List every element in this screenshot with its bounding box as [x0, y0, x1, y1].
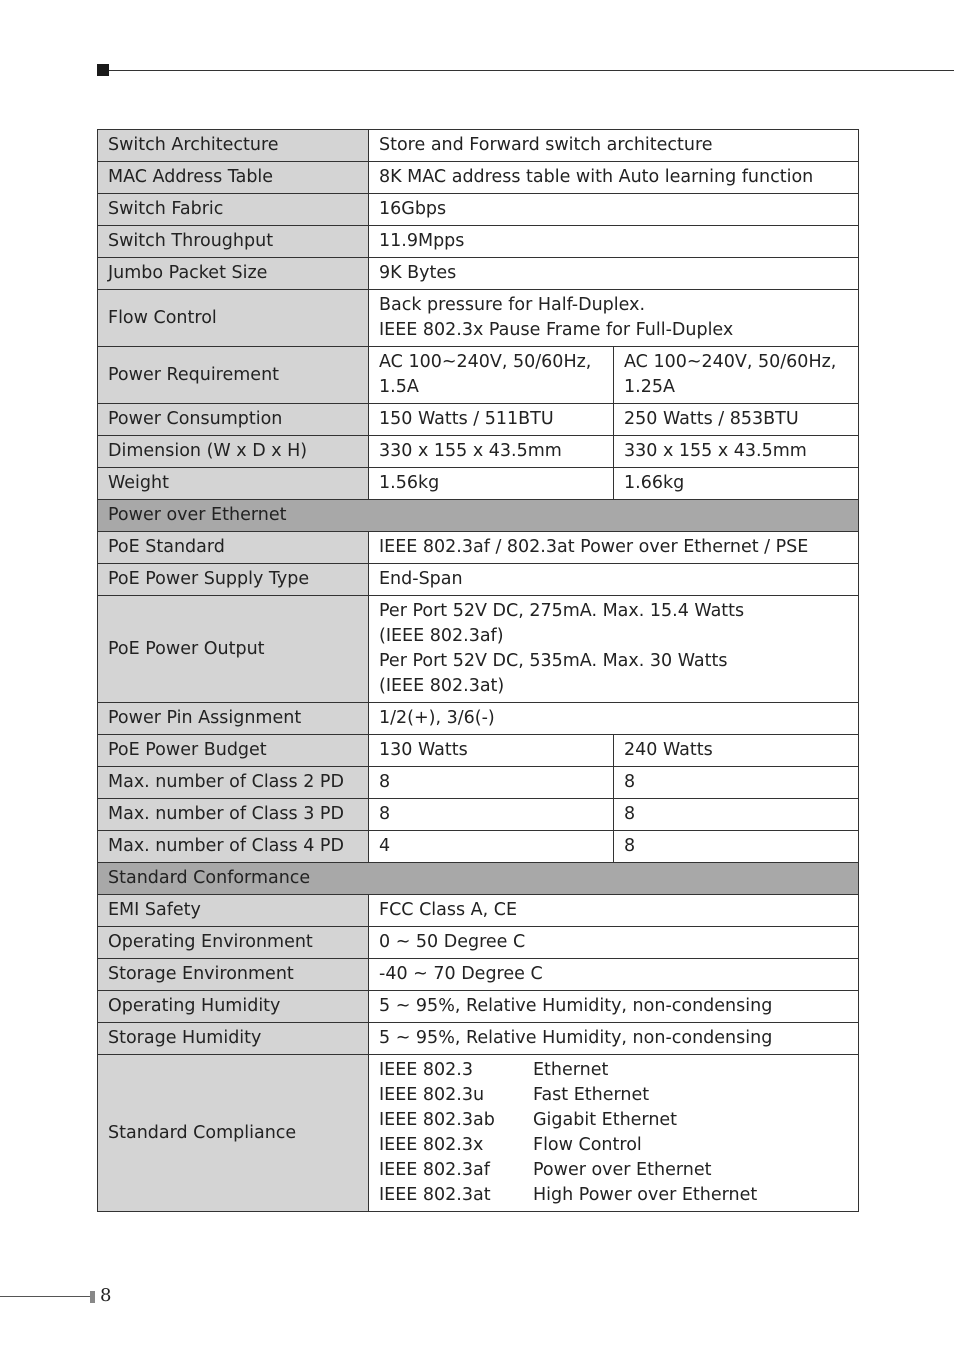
spec-label: Operating Humidity — [98, 991, 369, 1023]
spec-label: Switch Fabric — [98, 194, 369, 226]
table-row — [98, 959, 859, 991]
spec-label: Power Pin Assignment — [98, 703, 369, 735]
table-row — [98, 831, 859, 863]
compliance-item — [379, 1083, 849, 1108]
table-row — [98, 1023, 859, 1055]
spec-value-model-b: 8 — [614, 831, 859, 863]
spec-label: PoE Power Output — [98, 596, 369, 703]
spec-value: 11.9Mpps — [369, 226, 859, 258]
spec-value-model-a: 130 Watts — [369, 735, 614, 767]
spec-value: -40 ~ 70 Degree C — [369, 959, 859, 991]
compliance-item — [379, 1133, 849, 1158]
spec-value: 8K MAC address table with Auto learning function — [369, 162, 859, 194]
table-row — [98, 991, 859, 1023]
page-number: 8 — [100, 1285, 112, 1306]
spec-label: Operating Environment — [98, 927, 369, 959]
spec-value — [369, 596, 859, 703]
standard-code: IEEE 802.3x — [379, 1135, 484, 1155]
spec-value-line: Per Port 52V DC, 275mA. Max. 15.4 Watts — [379, 601, 745, 621]
spec-value-model-b: 250 Watts / 853BTU — [614, 404, 859, 436]
spec-label: Max. number of Class 3 PD — [98, 799, 369, 831]
standard-code: IEEE 802.3ab — [379, 1110, 495, 1130]
section-title-conformance: Standard Conformance — [98, 863, 859, 895]
standard-name: Gigabit Ethernet — [533, 1110, 678, 1130]
standard-code: IEEE 802.3u — [379, 1085, 485, 1105]
section-header-row — [98, 863, 859, 895]
spec-label: Power Requirement — [98, 347, 369, 404]
table-row — [98, 468, 859, 500]
table-row — [98, 767, 859, 799]
table-row — [98, 703, 859, 735]
spec-value-line: IEEE 802.3x Pause Frame for Full-Duplex — [379, 320, 734, 340]
spec-label: Dimension (W x D x H) — [98, 436, 369, 468]
table-row — [98, 596, 859, 703]
compliance-item — [379, 1183, 849, 1208]
table-row — [98, 290, 859, 347]
spec-label: Storage Humidity — [98, 1023, 369, 1055]
spec-value-model-b: 8 — [614, 799, 859, 831]
spec-value-line: AC 100~240V, 50/60Hz, — [379, 352, 592, 372]
standard-code: IEEE 802.3 — [379, 1060, 473, 1080]
standard-name: Power over Ethernet — [533, 1160, 712, 1180]
spec-label: Max. number of Class 4 PD — [98, 831, 369, 863]
table-row — [98, 1055, 859, 1212]
table-row — [98, 347, 859, 404]
spec-label: Switch Architecture — [98, 130, 369, 162]
spec-value-model-b: 330 x 155 x 43.5mm — [614, 436, 859, 468]
spec-value — [369, 290, 859, 347]
spec-label: Flow Control — [98, 290, 369, 347]
spec-value: Store and Forward switch architecture — [369, 130, 859, 162]
table-row — [98, 735, 859, 767]
spec-label: EMI Safety — [98, 895, 369, 927]
spec-value-model-a: 8 — [369, 767, 614, 799]
compliance-item — [379, 1058, 849, 1083]
spec-value-line: (IEEE 802.3at) — [379, 676, 505, 696]
table-row — [98, 194, 859, 226]
spec-value-model-a — [369, 347, 614, 404]
spec-label: PoE Power Supply Type — [98, 564, 369, 596]
spec-value: 5 ~ 95%, Relative Humidity, non-condensing — [369, 991, 859, 1023]
table-row — [98, 162, 859, 194]
standard-code: IEEE 802.3af — [379, 1160, 490, 1180]
spec-label: Standard Compliance — [98, 1055, 369, 1212]
spec-value-model-a: 4 — [369, 831, 614, 863]
spec-value: End-Span — [369, 564, 859, 596]
spec-value: IEEE 802.3af / 802.3at Power over Ethernet / PSE — [369, 532, 859, 564]
specification-table — [97, 129, 859, 1212]
section-header-row — [98, 500, 859, 532]
table-row — [98, 404, 859, 436]
spec-label: Jumbo Packet Size — [98, 258, 369, 290]
header-rule — [109, 70, 954, 71]
table-row — [98, 564, 859, 596]
spec-value-line: 1.5A — [379, 377, 419, 397]
header-marker-square — [97, 64, 109, 76]
spec-value-line: Per Port 52V DC, 535mA. Max. 30 Watts — [379, 651, 728, 671]
compliance-list — [369, 1055, 859, 1212]
table-row — [98, 436, 859, 468]
spec-label: Max. number of Class 2 PD — [98, 767, 369, 799]
section-title-poe: Power over Ethernet — [98, 500, 859, 532]
table-row — [98, 895, 859, 927]
spec-value-line: AC 100~240V, 50/60Hz, — [624, 352, 837, 372]
spec-label: Power Consumption — [98, 404, 369, 436]
spec-value-model-a: 150 Watts / 511BTU — [369, 404, 614, 436]
compliance-item — [379, 1108, 849, 1133]
spec-label: MAC Address Table — [98, 162, 369, 194]
spec-value-line: (IEEE 802.3af) — [379, 626, 504, 646]
spec-value-model-b: 8 — [614, 767, 859, 799]
spec-value-line: 1.25A — [624, 377, 675, 397]
spec-label: PoE Standard — [98, 532, 369, 564]
table-row — [98, 532, 859, 564]
spec-value-model-b — [614, 347, 859, 404]
compliance-item — [379, 1158, 849, 1183]
spec-label: Storage Environment — [98, 959, 369, 991]
spec-value: FCC Class A, CE — [369, 895, 859, 927]
spec-value-model-b: 1.66kg — [614, 468, 859, 500]
table-row — [98, 799, 859, 831]
footer-rule — [0, 1296, 90, 1297]
spec-value: 1/2(+), 3/6(-) — [369, 703, 859, 735]
spec-value: 5 ~ 95%, Relative Humidity, non-condensing — [369, 1023, 859, 1055]
standard-name: Fast Ethernet — [533, 1085, 650, 1105]
spec-label: PoE Power Budget — [98, 735, 369, 767]
table-row — [98, 927, 859, 959]
spec-label: Weight — [98, 468, 369, 500]
standard-code: IEEE 802.3at — [379, 1185, 491, 1205]
standard-name: Flow Control — [533, 1135, 642, 1155]
spec-value-model-a: 330 x 155 x 43.5mm — [369, 436, 614, 468]
footer-marker — [90, 1291, 95, 1303]
table-row — [98, 226, 859, 258]
spec-value-model-a: 8 — [369, 799, 614, 831]
standard-name: Ethernet — [533, 1060, 609, 1080]
spec-value: 9K Bytes — [369, 258, 859, 290]
spec-value-line: Back pressure for Half-Duplex. — [379, 295, 646, 315]
spec-value-model-b: 240 Watts — [614, 735, 859, 767]
spec-value-model-a: 1.56kg — [369, 468, 614, 500]
spec-value: 0 ~ 50 Degree C — [369, 927, 859, 959]
spec-label: Switch Throughput — [98, 226, 369, 258]
table-row — [98, 258, 859, 290]
standard-name: High Power over Ethernet — [533, 1185, 758, 1205]
table-row — [98, 130, 859, 162]
spec-value: 16Gbps — [369, 194, 859, 226]
